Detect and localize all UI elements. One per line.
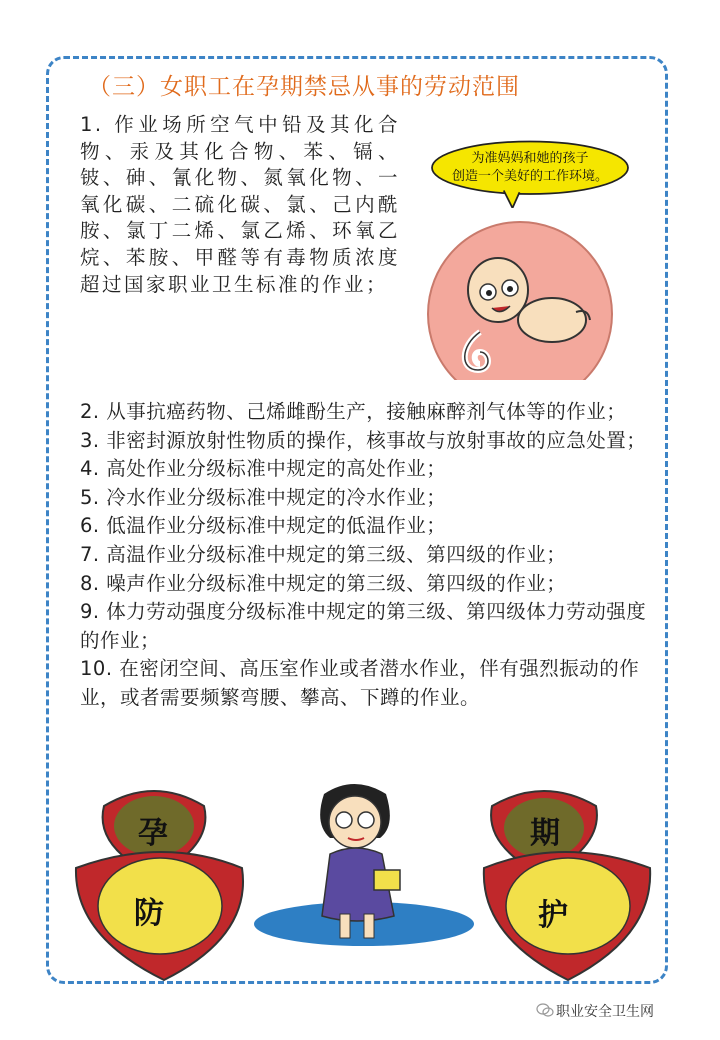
baby-illustration [420,220,620,380]
shield-text-left-bottom: 防 [134,896,164,931]
shield-text-right-top: 期 [530,816,560,851]
list-item-3: 3. 非密封源放射性物质的操作，核事故与放射事故的应急处置； [80,428,647,452]
shield-text-right-bottom: 护 [538,898,568,933]
watermark-text: 职业安全卫生网 [556,1004,654,1020]
items-list [80,398,660,713]
page-title: （三）女职工在孕期禁忌从事的劳动范围 [88,74,520,100]
list-item-8: 8. 噪声作业分级标准中规定的第三级、第四级的作业； [80,571,567,595]
bubble-line-2: 创造一个美好的工作环境。 [451,169,608,184]
pregnant-woman [320,784,400,938]
bubble-text [444,150,616,186]
list-item-7: 7. 高温作业分级标准中规定的第三级、第四级的作业； [80,542,567,566]
list-item-5: 5. 冷水作业分级标准中规定的冷水作业； [80,485,447,509]
wechat-icon [536,1003,554,1017]
list-item-2: 2. 从事抗癌药物、己烯雌酚生产，接触麻醉剂气体等的作业； [80,400,627,423]
shields-illustration [74,776,654,982]
list-item-6: 6. 低温作业分级标准中规定的低温作业； [80,514,447,538]
shield-text-left-top: 孕 [138,816,168,851]
list-item-1: 1. 作业场所空气中铅及其化合物、汞及其化合物、苯、镉、铍、砷、氰化物、氮氧化物、一氧化碳、二硫化碳、氯、己内酰胺、氯丁二烯、氯乙烯、环氧乙烷、苯胺、甲醛等有毒物质浓度超过国家职业卫生标准的作业； [80,113,400,296]
list-item-10: 10. 在密闭空间、高压室作业或者潜水作业，伴有强烈振动的作业，或者需要频繁弯腰、攀高、下蹲的作业。 [80,657,640,709]
list-item-4: 4. 高处作业分级标准中规定的高处作业； [80,457,447,481]
list-item-9: 9. 体力劳动强度分级标准中规定的第三级、第四级体力劳动强度的作业； [80,600,647,652]
bubble-line-1: 为准妈妈和她的孩子 [471,151,589,166]
